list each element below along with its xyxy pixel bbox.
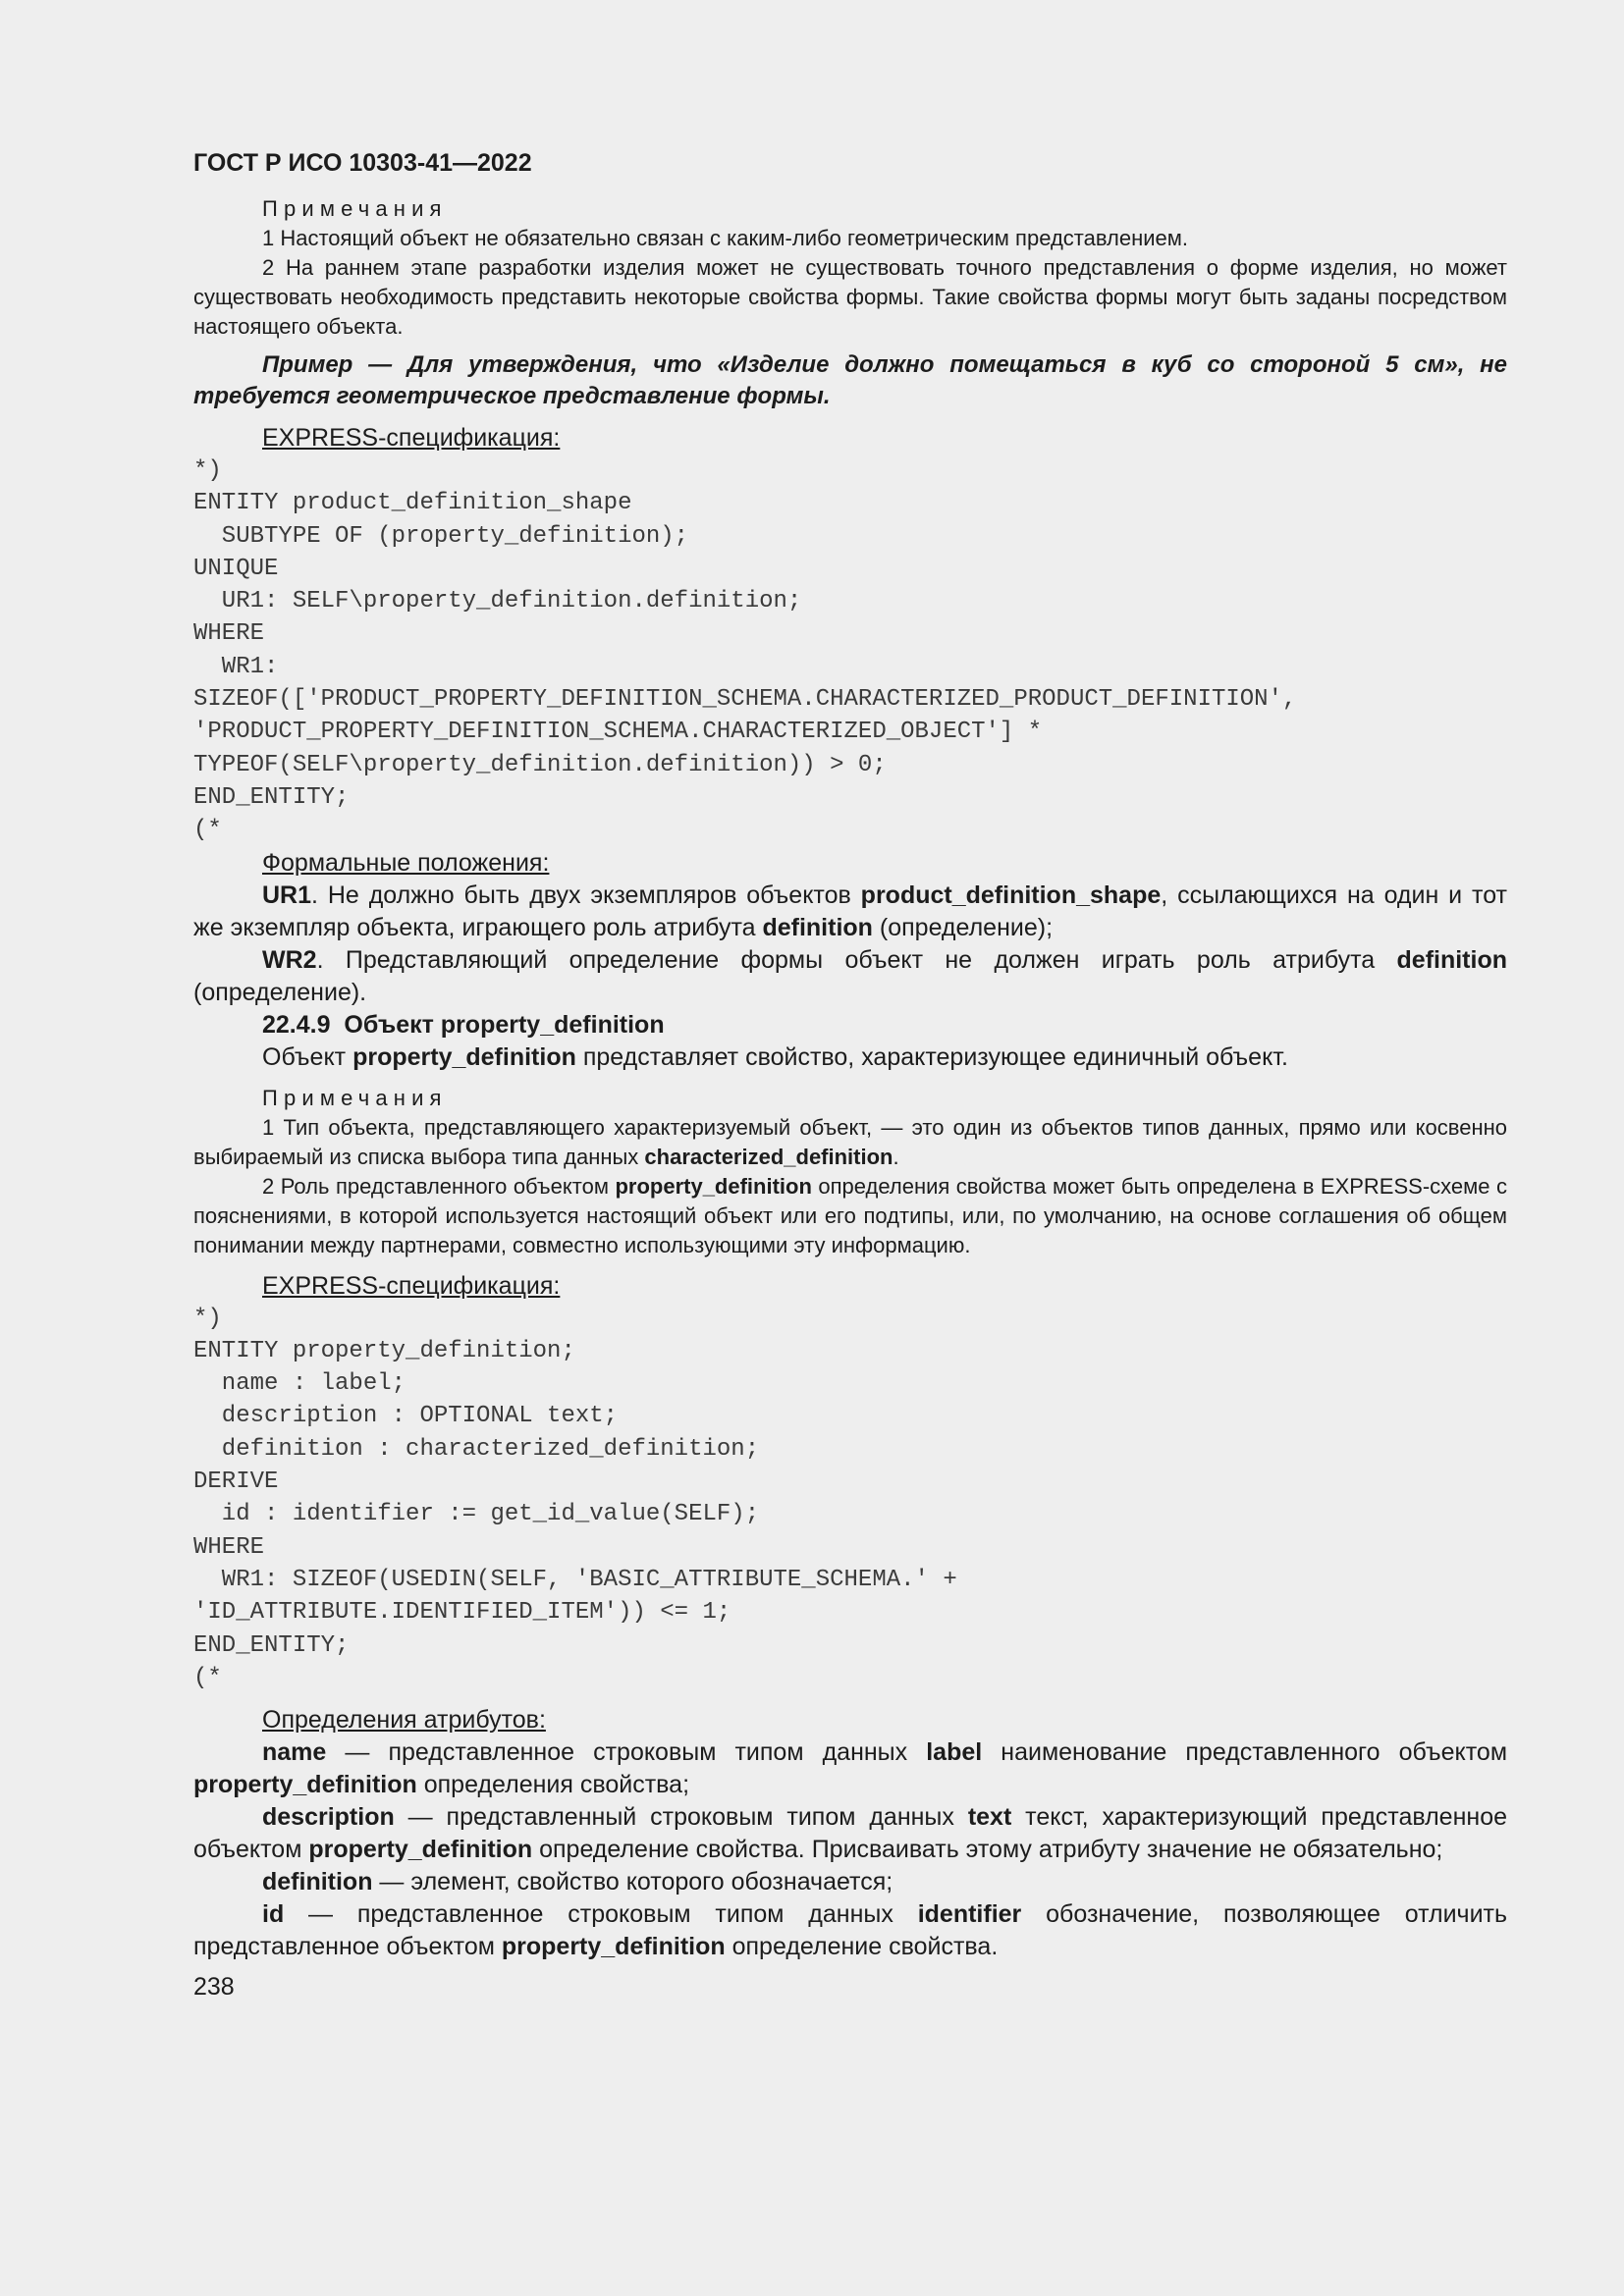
note-1 (193, 1113, 1507, 1172)
formal-heading (193, 847, 1507, 880)
express-heading (193, 422, 1507, 454)
section-title: Объект property_definition (344, 1010, 665, 1039)
text: . (893, 1144, 899, 1169)
text: (определение). (193, 978, 367, 1006)
note-2 (193, 1172, 1507, 1260)
text: наименование представленного объектом (982, 1738, 1507, 1767)
formal-heading-text: Формальные положения: (262, 848, 550, 877)
document-page (193, 145, 1507, 2003)
text: (определение); (872, 913, 1054, 941)
entity-ref: property_definition (501, 1933, 726, 1961)
section-number: 22.4.9 (262, 1010, 331, 1039)
attr-ref: definition (762, 913, 873, 941)
attr-key: name (262, 1738, 327, 1767)
notes-heading: Примечания (262, 1085, 448, 1110)
attr-id (193, 1898, 1507, 1963)
text: определение свойства. Присваивать этому атрибуту значение не обязательно; (532, 1836, 1443, 1864)
express-code-block: *) ENTITY product_definition_shape SUBTYPE OF (property_definition); UNIQUE UR1: SELF\property_definition.definition; WHERE WR1: SIZEOF(['PRODUCT_PROPERTY_DEFINITION_SCHEMA.CHARACTERIZED_PRODUCT_DEFINITION', 'PRODUCT_PROPERTY_DEFINITION_SCHEMA.CHARACTERIZED_OBJECT'] * TYPEOF(SELF\property_definition.definition)) > 0; END_ENTITY; (* (193, 457, 1297, 844)
text: — представленное строковым типом данных (326, 1738, 927, 1767)
note-1: 1 Настоящий объект не обязательно связан с каким-либо геометрическим представлением. (262, 226, 1189, 250)
text: — представленное строковым типом данных (284, 1900, 918, 1929)
attrs-heading-text: Определения атрибутов: (262, 1706, 546, 1735)
express-code-block: *) ENTITY property_definition; name : label; description : OPTIONAL text; definition : characterized_definition; DERIVE id : identifier := get_id_value(SELF); WHERE WR1: SIZEOF(USEDIN(SELF, 'BASIC_ATTRIBUTE_SCHEMA.' + 'ID_ATTRIBUTE.IDENTIFIED_ITEM')) <= 1; END_ENTITY; (* (193, 1305, 957, 1691)
text: текст, характеризующий представленное объектом (193, 1803, 1508, 1864)
section-intro (193, 1041, 1507, 1074)
text: определение свойства. (725, 1933, 999, 1961)
express-heading (193, 1270, 1507, 1303)
page-number: 238 (193, 1973, 235, 2002)
text: обозначение, позволяющее отличить представленное объектом (193, 1900, 1508, 1961)
type-ref: identifier (917, 1900, 1022, 1929)
rule-wr2 (193, 944, 1507, 1009)
text: представляет свойство, характеризующее единичный объект. (575, 1042, 1288, 1071)
text: определения свойства; (416, 1771, 690, 1799)
section-heading (193, 1009, 1507, 1041)
rule-ur1 (193, 880, 1507, 944)
entity-ref: property_definition (615, 1173, 812, 1199)
rule-key: WR2 (262, 945, 317, 974)
attrs-heading (193, 1704, 1507, 1736)
entity-ref: product_definition_shape (860, 881, 1162, 909)
document-header: ГОСТ Р ИСО 10303-41—2022 (193, 149, 532, 177)
attr-key: description (262, 1803, 395, 1832)
text: , ссылающихся на один и тот же экземпляр объекта, играющего роль атрибута (193, 881, 1508, 941)
entity-ref: property_definition (308, 1836, 533, 1864)
attr-ref: definition (1396, 945, 1507, 974)
type-ref: text (967, 1803, 1012, 1832)
notes-heading: Примечания (262, 196, 448, 221)
text: 2 Роль представленного объектом (262, 1173, 616, 1199)
note-2: 2 На раннем этапе разработки изделия может не существовать точного представления о форме изделия, но может существовать необходимость представить некоторые свойства формы. Такие свойства формы могут быть заданы посредством настоящего объекта. (193, 255, 1507, 339)
example-paragraph: Пример — Для утверждения, что «Изделие должно помещаться в куб со стороной 5 см», не требуется геометрическое представление формы. (193, 351, 1507, 409)
type-ref: characterized_definition (644, 1144, 893, 1169)
type-ref: label (926, 1738, 983, 1767)
text: определения свойства может быть определена в EXPRESS-схеме с пояснениями, в которой используется настоящий объект или его подтипы, или, по умолчанию, на основе соглашения об общем понимании между партнерами, совместно использующими эту информацию. (193, 1173, 1507, 1257)
text: — представленный строковым типом данных (394, 1803, 968, 1832)
attr-key: definition (262, 1868, 373, 1896)
attr-description (193, 1801, 1507, 1866)
entity-ref: property_definition (352, 1042, 576, 1071)
rule-key: UR1 (262, 881, 312, 909)
attr-key: id (262, 1900, 285, 1929)
attr-name (193, 1736, 1507, 1801)
entity-ref: property_definition (193, 1771, 417, 1799)
text: . Представляющий определение формы объект не должен играть роль атрибута (316, 945, 1397, 974)
text: . Не должно быть двух экземпляров объектов (311, 881, 861, 909)
attr-definition (193, 1866, 1507, 1898)
text: — элемент, свойство которого обозначается; (372, 1868, 893, 1896)
express-heading-text: EXPRESS-спецификация: (262, 1271, 561, 1300)
express-heading-text: EXPRESS-спецификация: (262, 424, 561, 452)
text: 1 Тип объекта, представляющего характеризуемый объект, — это один из объектов типов данных, прямо или косвенно выбираемый из списка выбора типа данных (193, 1114, 1507, 1169)
text: Объект (262, 1042, 353, 1071)
